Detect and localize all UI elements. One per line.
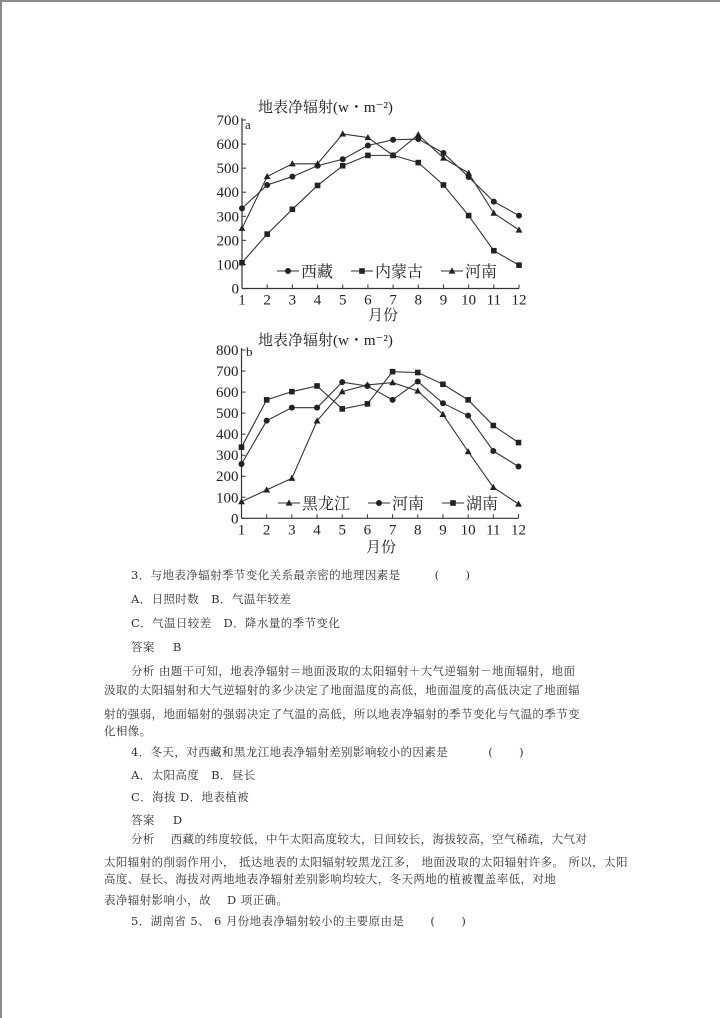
question-4-analysis-line-2: 太阳辐射的削弱作用小， 抵达地表的太阳辐射较黑龙江多， 地面汲取的太阳辐射许多。 所以，太阳 xyxy=(104,855,628,869)
data-point xyxy=(390,369,396,375)
question-3-answer xyxy=(131,639,182,655)
data-point xyxy=(390,397,396,403)
data-point xyxy=(515,500,522,506)
data-point xyxy=(491,423,497,429)
x-tick-label: 1 xyxy=(238,292,246,309)
x-tick-label: 4 xyxy=(313,292,322,309)
question-5-text: 5．湖南省 5、 6 月份地表净辐射较小的主要原由是 xyxy=(131,914,405,928)
question-3-analysis-line-2: 汲取的太阳辐射和大气逆辐射的多少决定了地面温度的高低，地面温度的高低决定了地面辐 xyxy=(104,683,580,697)
y-tick-label: 100 xyxy=(216,490,239,507)
data-point xyxy=(465,397,471,403)
y-tick-label: 0 xyxy=(231,281,239,298)
y-tick-label: 800 xyxy=(216,343,239,359)
legend-marker xyxy=(450,500,456,506)
question-4-options-cd: C．海拔 D．地表植被 xyxy=(131,790,250,804)
legend-label: 河南 xyxy=(392,496,425,513)
y-tick-label: 100 xyxy=(216,257,239,274)
question-4-options-ab: A．太阳高度 B．昼长 xyxy=(131,768,256,782)
question-3-analysis-line-3: 射的强弱，地面辐射的强弱决定了气温的高低，所以地表净辐射的季节变化与气温的季节变 xyxy=(104,707,580,721)
y-tick-label: 300 xyxy=(216,209,239,226)
y-tick-label: 0 xyxy=(231,511,239,528)
x-tick-label: 6 xyxy=(363,522,372,539)
y-tick-label: 400 xyxy=(216,427,239,444)
question-4-stem xyxy=(131,744,524,760)
x-tick-label: 3 xyxy=(288,522,296,539)
data-point xyxy=(239,461,245,467)
y-tick-label: 500 xyxy=(216,161,239,178)
chart-b-panel-label: b xyxy=(246,344,253,359)
question-3-answer-label: 答案 xyxy=(131,640,155,654)
x-tick-label: 5 xyxy=(338,522,346,539)
data-point xyxy=(339,406,345,412)
data-point xyxy=(288,475,295,481)
x-tick-label: 5 xyxy=(338,292,347,309)
y-tick-label: 700 xyxy=(216,113,239,129)
x-tick-label: 2 xyxy=(263,292,271,309)
legend-label: 河南 xyxy=(465,264,498,281)
x-tick-label: 11 xyxy=(486,522,501,539)
series-line-0 xyxy=(242,383,519,504)
data-point xyxy=(516,464,522,470)
data-point xyxy=(339,379,345,385)
data-point xyxy=(415,370,421,376)
question-4-answer-value: D xyxy=(172,813,183,827)
legend-label: 西藏 xyxy=(301,264,334,281)
question-3-options-ab: A．日照时数 B．气温年较差 xyxy=(131,592,292,606)
data-point xyxy=(440,381,446,387)
question-4-analysis-line-3: 高度、昼长、海拔对两地地表净辐射差别影响均较大，冬天两地的植被覆盖率低，对地 xyxy=(104,872,557,886)
question-3-paren-close: ) xyxy=(465,568,471,582)
x-tick-label: 9 xyxy=(439,522,447,539)
x-tick-label: 2 xyxy=(262,522,271,539)
data-point xyxy=(389,379,396,385)
question-4-paren-close: ) xyxy=(519,745,525,759)
legend-label: 黑龙江 xyxy=(302,496,351,513)
x-tick-label: 8 xyxy=(414,522,422,539)
question-4-text: 4．冬天，对西藏和黑龙江地表净辐射差别影响较小的因素是 xyxy=(131,745,449,759)
data-point xyxy=(264,397,270,403)
data-point xyxy=(364,383,370,389)
chart-b-title: 地表净辐射(w・m⁻²) xyxy=(258,333,393,349)
chart-a-xlabel: 月份 xyxy=(368,308,399,324)
x-tick-label: 7 xyxy=(388,522,397,539)
data-point xyxy=(289,405,295,411)
question-3-answer-value: B xyxy=(172,640,182,654)
question-3-stem xyxy=(131,567,470,583)
chart-a-panel-label: a xyxy=(245,117,251,132)
x-tick-label: 12 xyxy=(511,522,526,539)
x-tick-label: 10 xyxy=(461,292,477,309)
question-4-answer xyxy=(131,812,183,828)
x-tick-label: 1 xyxy=(237,522,246,539)
question-3-analysis-line-1: 分析 由题干可知，地表净辐射＝地面汲取的太阳辐射＋大气逆辐射－地面辐射，地面 xyxy=(131,664,576,678)
y-tick-label: 700 xyxy=(216,364,239,381)
data-point xyxy=(440,400,446,406)
chart-b-series xyxy=(238,369,522,507)
x-tick-label: 8 xyxy=(414,292,423,309)
chart-b-xlabel: 月份 xyxy=(366,540,397,556)
legend-label: 内蒙古 xyxy=(375,264,424,281)
question-3-options-cd: C．气温日较差 D．降水量的季节变化 xyxy=(131,616,341,630)
y-tick-label: 600 xyxy=(216,385,239,402)
question-4-analysis-line-4: 表净辐射影响小，故 D 项正确。 xyxy=(104,893,289,907)
chart-b-legend xyxy=(278,495,498,513)
data-point xyxy=(314,383,320,389)
x-tick-label: 3 xyxy=(288,292,297,309)
x-tick-label: 4 xyxy=(313,522,321,539)
x-tick-label: 9 xyxy=(439,292,448,309)
question-4-paren-open: ( xyxy=(488,745,494,759)
question-3-paren-open: ( xyxy=(434,568,440,582)
question-3-analysis-line-4: 化相像。 xyxy=(104,724,152,738)
question-4-analysis-line-1: 分析 西藏的纬度较低，中午太阳高度较大，日间较长，海拔较高，空气稀疏，大气对 xyxy=(131,832,588,846)
data-point xyxy=(365,401,371,407)
data-point xyxy=(516,440,522,446)
question-4-answer-label: 答案 xyxy=(131,813,155,827)
y-tick-label: 400 xyxy=(216,185,239,202)
question-3-text: 3．与地表净辐射季节变化关系最亲密的地理因素是 xyxy=(131,568,401,582)
data-point xyxy=(264,418,270,424)
y-tick-label: 200 xyxy=(216,469,239,486)
data-point xyxy=(238,498,245,504)
question-5-paren-close: ) xyxy=(461,914,467,928)
data-point xyxy=(239,444,245,450)
y-tick-label: 600 xyxy=(216,137,239,154)
data-point xyxy=(289,389,295,395)
question-5-stem xyxy=(131,913,466,929)
x-tick-label: 10 xyxy=(460,522,476,539)
series-line-2 xyxy=(242,372,519,448)
x-tick-label: 7 xyxy=(389,292,397,309)
data-point xyxy=(490,448,496,454)
y-tick-label: 200 xyxy=(216,233,239,250)
y-tick-label: 300 xyxy=(216,448,239,465)
y-tick-label: 500 xyxy=(216,406,239,423)
x-tick-label: 6 xyxy=(364,292,372,309)
data-point xyxy=(314,405,320,411)
x-tick-label: 11 xyxy=(486,292,502,309)
legend-marker xyxy=(376,500,382,506)
x-tick-label: 12 xyxy=(511,292,527,309)
chart-a-title: 地表净辐射(w・m⁻²) xyxy=(258,100,393,116)
legend-label: 湖南 xyxy=(466,496,499,513)
data-point xyxy=(415,379,421,385)
question-5-paren-open: ( xyxy=(430,914,436,928)
data-point xyxy=(465,413,471,419)
